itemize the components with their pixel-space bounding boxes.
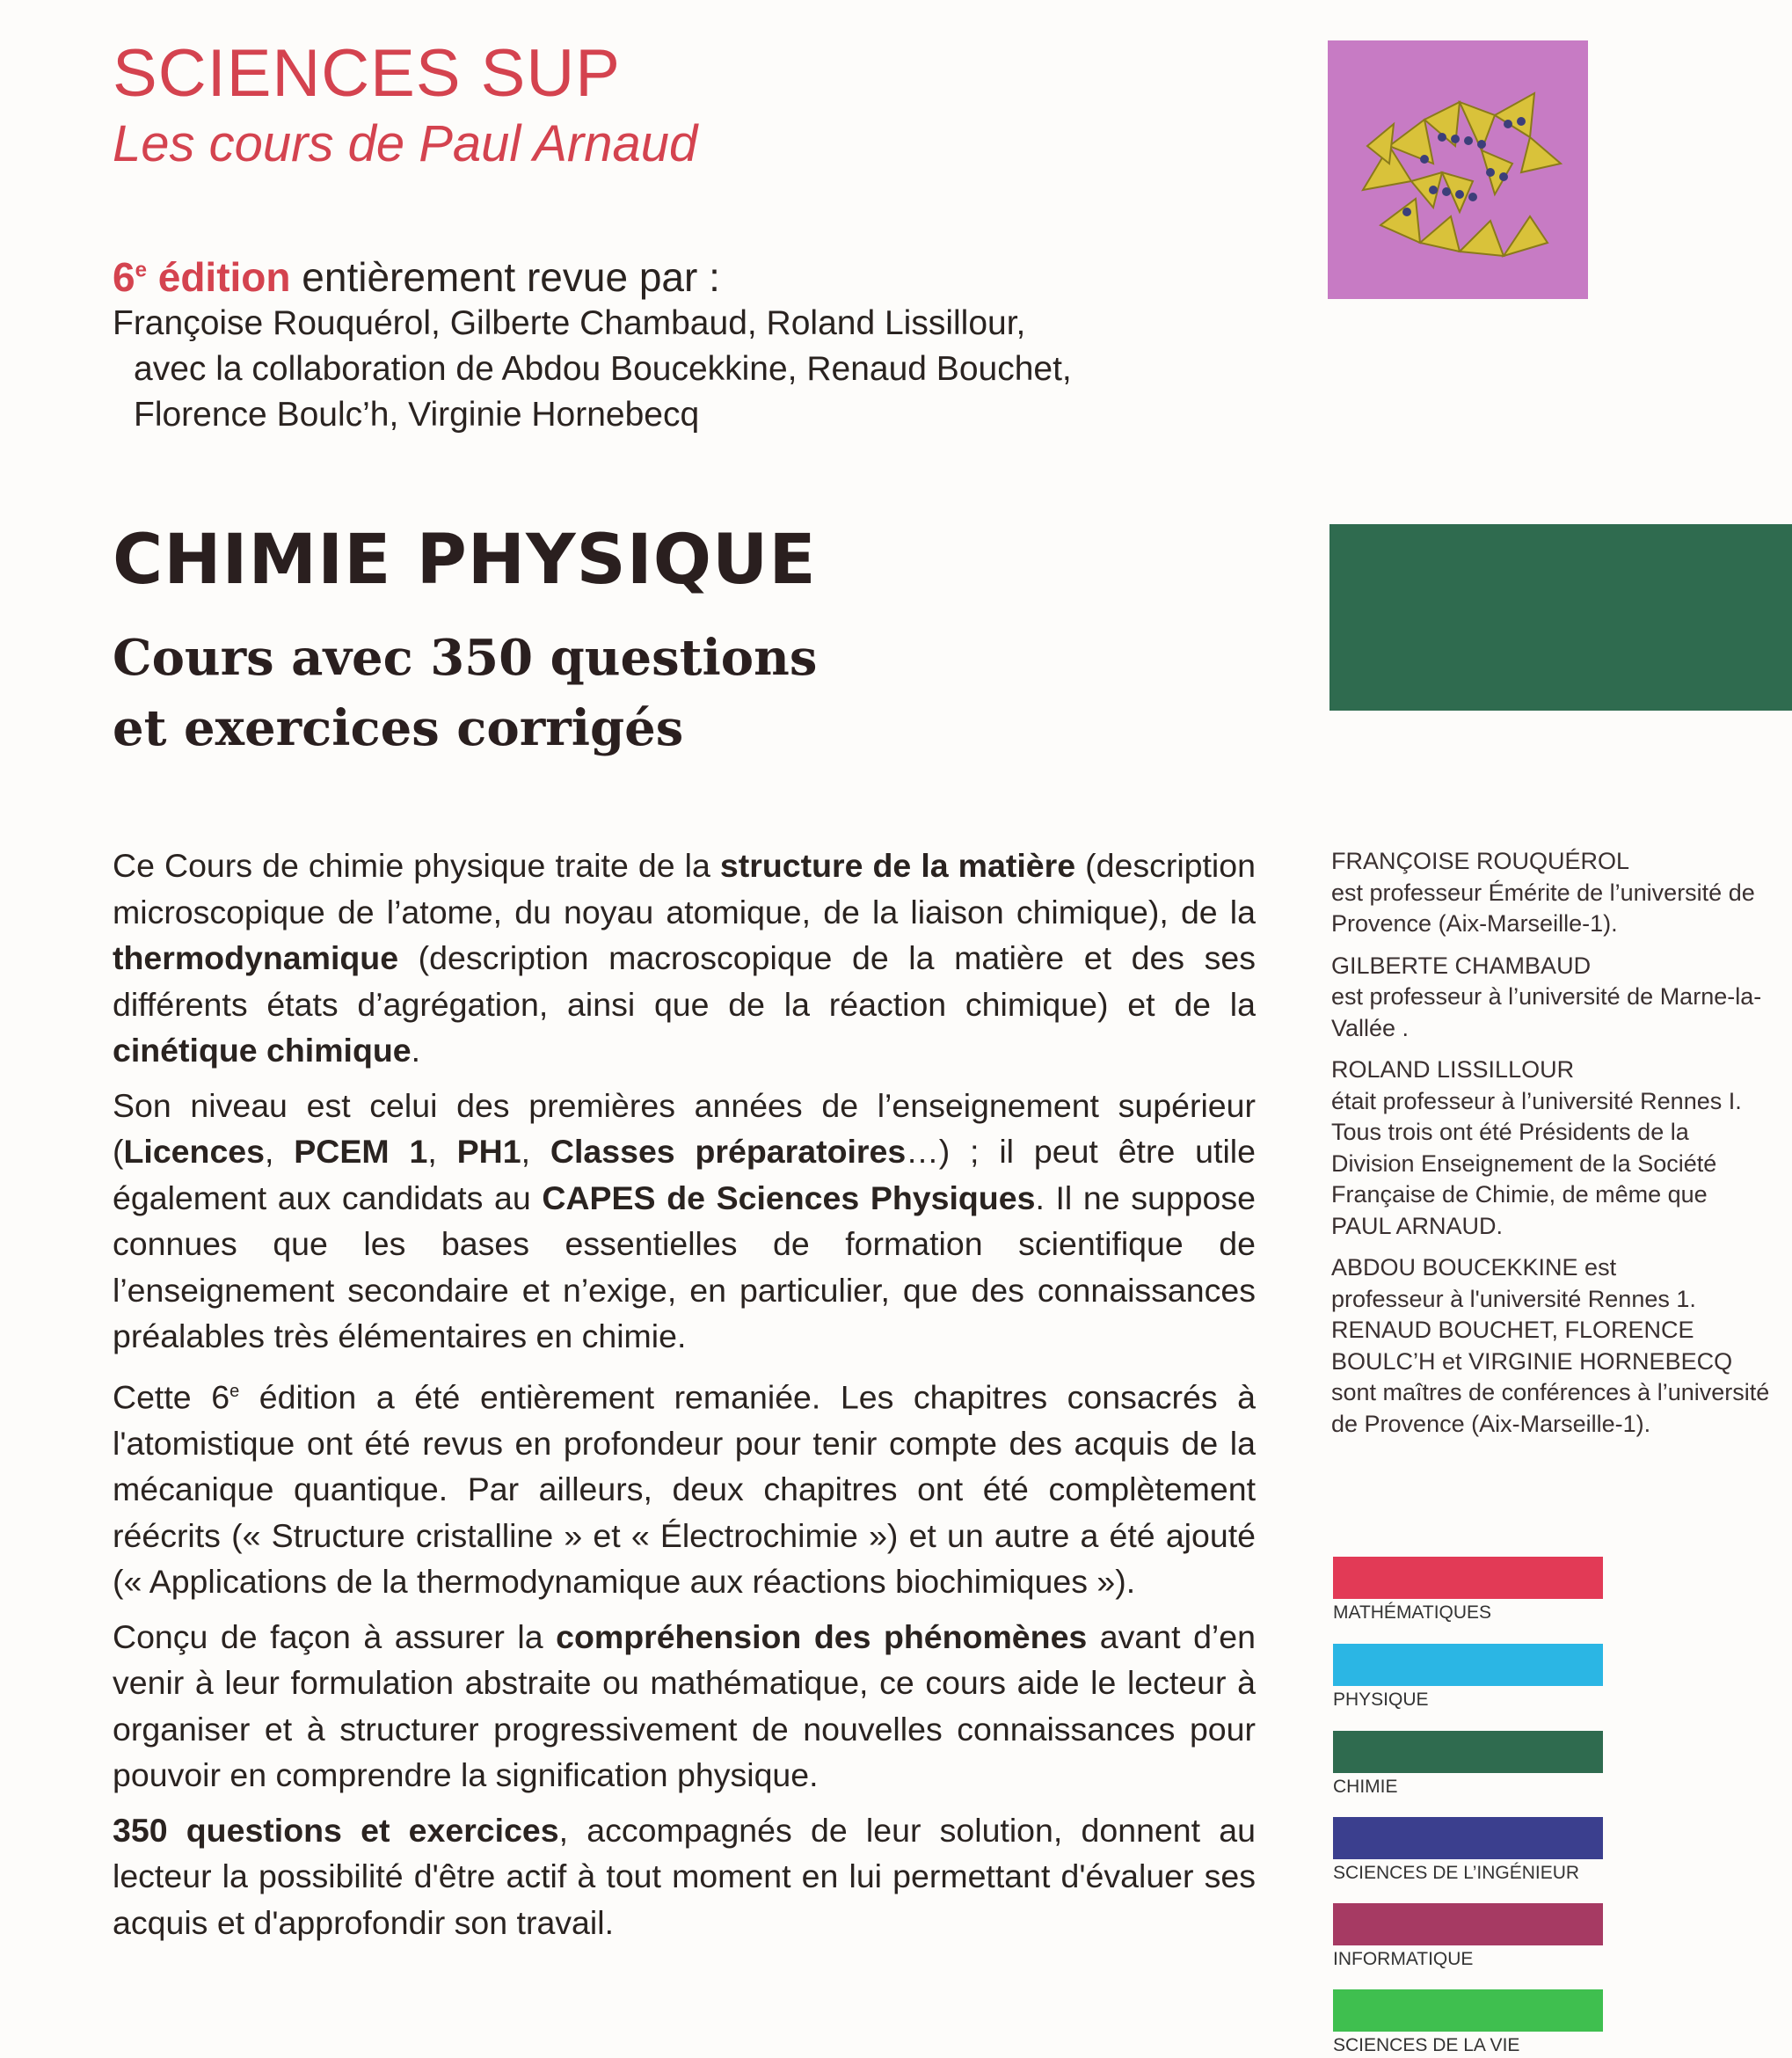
label-informatique: INFORMATIQUE xyxy=(1333,1949,1474,1969)
book-title: CHIMIE PHYSIQUE xyxy=(113,521,817,600)
swatch-physique xyxy=(1333,1644,1603,1686)
bio-lissillour: ROLAND LISSILLOUR était professeur à l’université Rennes I. Tous trois ont été Présidents de la Division Enseignement de la Société Française de Chimie, de même que PAUL ARNAUD. xyxy=(1331,1056,1742,1239)
edition-label: 6e édition xyxy=(113,254,291,300)
swatch-sciences-ingenieur xyxy=(1333,1817,1603,1859)
paragraph-scope: Ce Cours de chimie physique traite de la structure de la matière (description microscopique de l’atome, du noyau atomique, de la liaison chimique), de la thermodynamique (description macroscopique de la matière et des ses différents états d’agrégation, ainsi que de la réaction chimique) et de la cinétique chimique. xyxy=(113,847,1256,1069)
edition-line xyxy=(113,253,720,301)
bio-boucekkine: ABDOU BOUCEKKINE est professeur à l'université Rennes 1. RENAUD BOUCHET, FLORENCE BOULC’H et VIRGINIE HORNEBECQ sont maîtres de conférences à l’université de Provence (Aix-Marseille-1). xyxy=(1331,1254,1770,1437)
label-chimie: CHIMIE xyxy=(1333,1777,1398,1797)
label-sciences-ingenieur: SCIENCES DE L’INGÉNIEUR xyxy=(1333,1863,1580,1883)
paragraph-level: Son niveau est celui des premières années de l’enseignement supérieur (Licences, PCEM 1, PH1, Classes préparatoires…) ; il peut être utile également aux candidats au CAPES de Sciences Physiques. Il ne suppose connues que les bases essentielles de formation scientifique de l’enseignement secondaire et n’exige, en particulier, que des connaissances préalables très élémentaires en chimie. xyxy=(113,1086,1256,1354)
paragraph-exercises: 350 questions et exercices, accompagnés de leur solution, donnent au lecteur la possibilité d'être actif à tout moment en lui permettant d'évaluer ses acquis et d'approfondir son travail. xyxy=(113,1811,1256,1941)
swatch-informatique xyxy=(1333,1903,1603,1945)
book-subtitle: Cours avec 350 questions et exercices corrigés xyxy=(113,629,818,757)
paragraph-approach: Conçu de façon à assurer la compréhension des phénomènes avant d’en venir à leur formulation abstraite ou mathématique, ce cours aide le lecteur à organiser et à structurer progressivement de nouvelles connaissances pour pouvoir en comprendre la signification physique. xyxy=(113,1617,1256,1793)
collaborators-line-2: Florence Boulc’h, Virginie Hornebecq xyxy=(134,396,700,434)
description-body xyxy=(113,843,1256,1954)
bio-rouquerol: FRANÇOISE ROUQUÉROL est professeur Émérite de l’université de Provence (Aix-Marseille-1). xyxy=(1331,848,1755,937)
label-sciences-vie: SCIENCES DE LA VIE xyxy=(1333,2035,1520,2055)
series-subtitle: Les cours de Paul Arnaud xyxy=(113,115,698,172)
swatch-sciences-vie xyxy=(1333,1989,1603,2032)
label-mathematiques: MATHÉMATIQUES xyxy=(1333,1602,1492,1623)
series-title: SCIENCES SUP xyxy=(113,36,621,111)
label-physique: PHYSIQUE xyxy=(1333,1689,1429,1710)
crystal-structure-image xyxy=(1328,40,1588,299)
bio-chambaud: GILBERTE CHAMBAUD est professeur à l’université de Marne-la-Vallée . xyxy=(1331,952,1762,1041)
collaborators-line: avec la collaboration de Abdou Boucekkine, Renaud Bouchet, xyxy=(134,350,1072,388)
chimie-color-band xyxy=(1329,524,1792,711)
edition-revised-text: entièrement revue par : xyxy=(290,254,720,300)
author-bios xyxy=(1331,846,1771,1450)
authors-line: Françoise Rouquérol, Gilberte Chambaud, Roland Lissillour, xyxy=(113,304,1026,342)
crystal-structure-illustration xyxy=(1328,40,1588,299)
swatch-chimie xyxy=(1333,1731,1603,1773)
paragraph-edition: Cette 6e édition a été entièrement remaniée. Les chapitres consacrés à l'atomistique ont été revus en profondeur pour tenir compte des acquis de la mécanique quantique. Par ailleurs, deux chapitres ont été complètement réécrits (« Structure cristalline » et « Électrochimie ») et un autre a été ajouté (« Applications de la thermodynamique aux réactions biochimiques »). xyxy=(113,1378,1256,1600)
swatch-mathematiques xyxy=(1333,1557,1603,1599)
